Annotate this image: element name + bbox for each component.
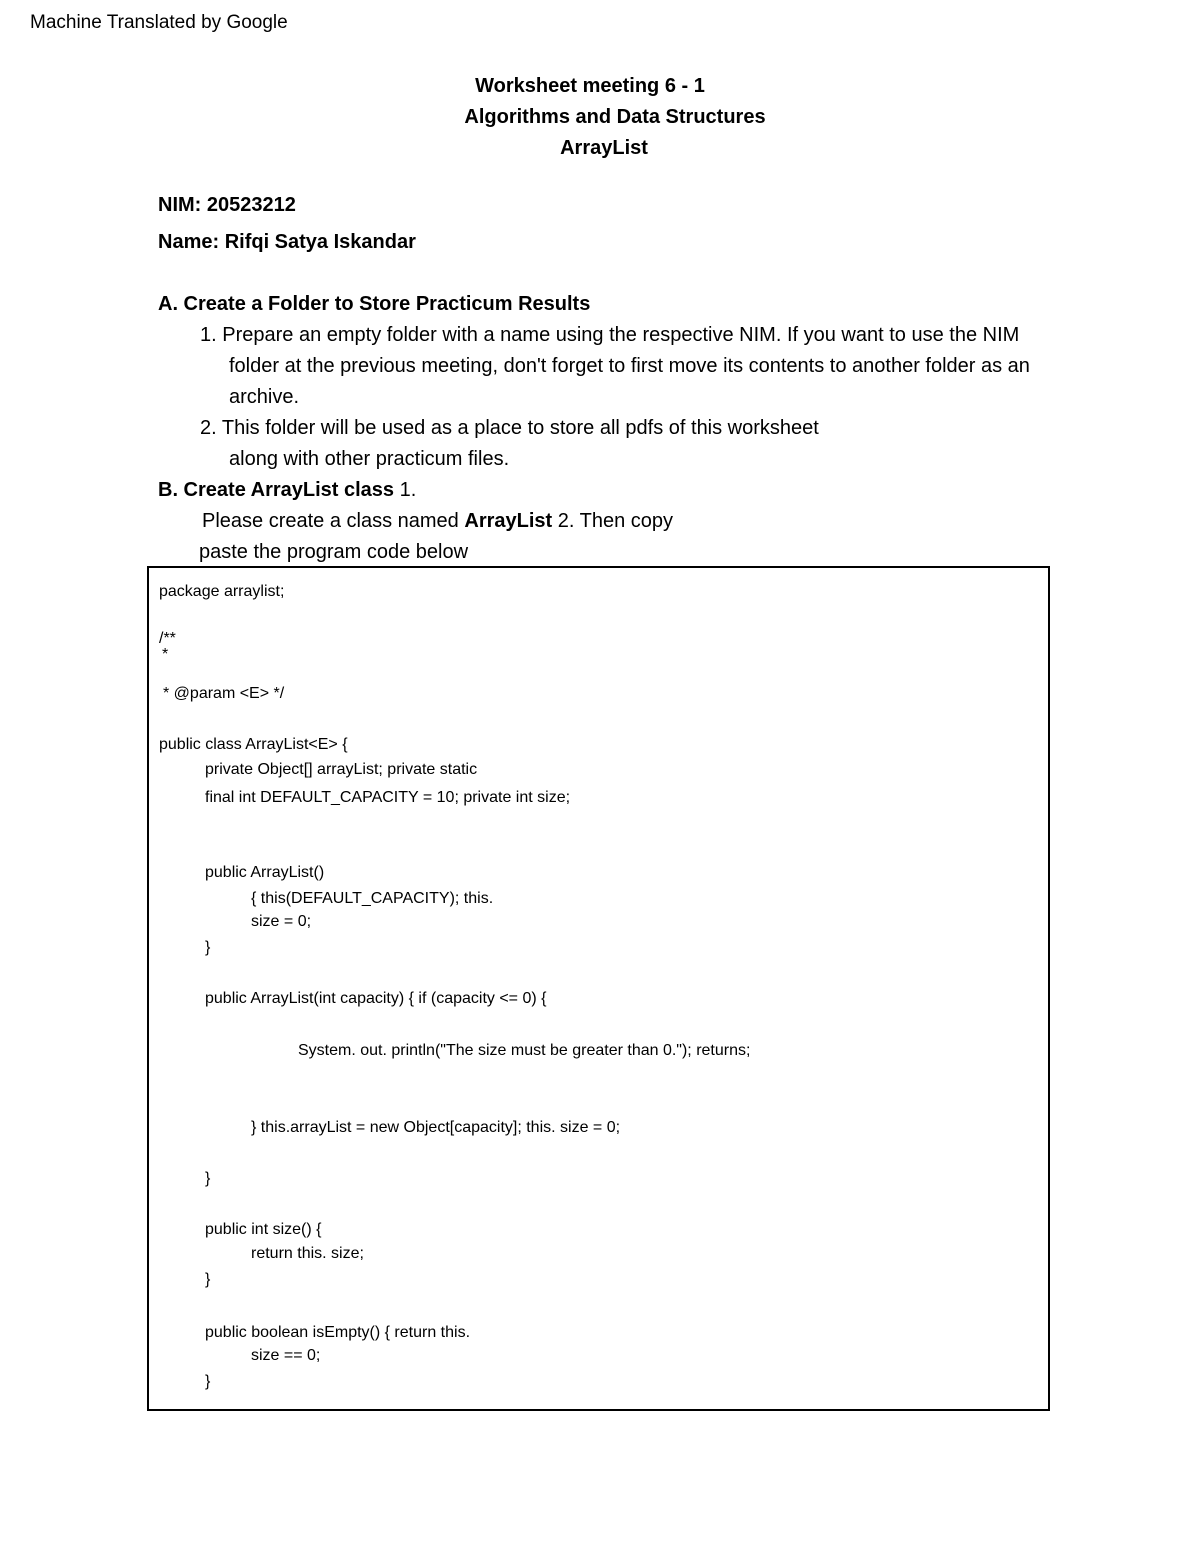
code-line: } this.arrayList = new Object[capacity]; this. size = 0; xyxy=(251,1119,621,1136)
instruction-prefix: Please create a class named xyxy=(202,510,465,532)
section-b-heading xyxy=(158,479,416,502)
code-line: public ArrayList(int capacity) { if (capacity <= 0) { xyxy=(205,990,547,1007)
class-name-bold: ArrayList xyxy=(464,510,553,532)
code-line: size = 0; xyxy=(251,913,312,930)
code-listing-box xyxy=(147,566,1050,1411)
section-a-item2-line2: along with other practicum files. xyxy=(229,448,510,470)
section-b-heading-suffix: 1. xyxy=(394,479,417,501)
code-line: System. out. println("The size must be greater than 0."); returns; xyxy=(298,1042,751,1059)
code-line: private Object[] arrayList; private static xyxy=(205,761,478,778)
code-line: /** xyxy=(159,630,176,647)
section-b-heading-bold: B. Create ArrayList class xyxy=(158,479,395,501)
code-line: size == 0; xyxy=(251,1347,321,1364)
section-a-item1-line3: archive. xyxy=(229,386,300,408)
code-line: public int size() { xyxy=(205,1221,322,1238)
course-title: Algorithms and Data Structures xyxy=(464,106,766,128)
code-line: public boolean isEmpty() { return this. xyxy=(205,1324,471,1341)
code-line: * @param <E> */ xyxy=(163,685,285,702)
topic-title: ArrayList xyxy=(560,137,648,159)
code-line: return this. size; xyxy=(251,1245,364,1262)
section-a-item1-line1: 1. Prepare an empty folder with a name using the respective NIM. If you want to use the NIM xyxy=(200,324,1020,346)
code-line: } xyxy=(205,1271,211,1288)
section-a-item2-line1: 2. This folder will be used as a place to store all pdfs of this worksheet xyxy=(200,417,819,439)
section-b-instruction-line2: paste the program code below xyxy=(199,541,469,563)
code-line: { this(DEFAULT_CAPACITY); this. xyxy=(251,890,494,907)
code-line: public class ArrayList<E> { xyxy=(159,736,348,753)
code-line: public ArrayList() xyxy=(205,864,325,881)
machine-translation-notice: Machine Translated by Google xyxy=(30,12,288,33)
code-line: } xyxy=(205,939,211,956)
student-nim: NIM: 20523212 xyxy=(158,194,296,216)
student-name: Name: Rifqi Satya Iskandar xyxy=(158,231,416,253)
code-line: final int DEFAULT_CAPACITY = 10; private int size; xyxy=(205,789,571,806)
code-line: * xyxy=(162,646,169,663)
code-line: } xyxy=(205,1373,211,1390)
section-a-heading: A. Create a Folder to Store Practicum Results xyxy=(158,293,591,315)
section-a-item1-line2: folder at the previous meeting, don't forget to first move its contents to another folder as an xyxy=(229,355,1030,377)
worksheet-title: Worksheet meeting 6 - 1 xyxy=(475,75,705,97)
code-line: } xyxy=(205,1170,211,1187)
code-line: package arraylist; xyxy=(159,583,285,600)
section-b-instruction-line1 xyxy=(202,510,673,533)
instruction-suffix: 2. Then copy xyxy=(552,510,674,532)
